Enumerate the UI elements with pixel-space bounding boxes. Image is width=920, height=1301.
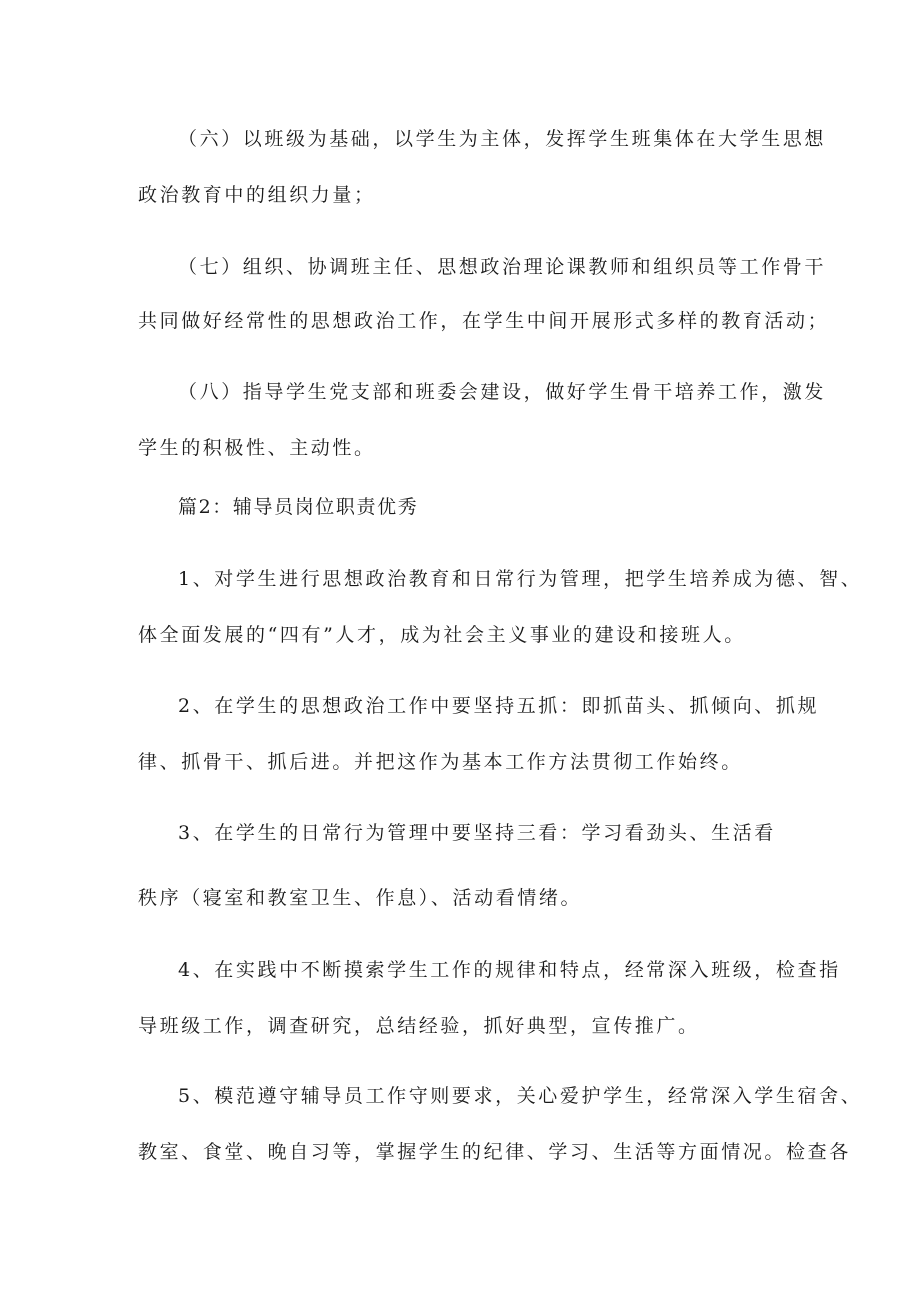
paragraph-7-line-2: 共同做好经常性的思想政治工作，在学生中间开展形式多样的教育活动； <box>138 310 830 332</box>
paragraph-8-line-1: （八）指导学生党支部和班委会建设，做好学生骨干培养工作，激发 <box>178 381 827 403</box>
paragraph-6-line-2: 政治教育中的组织力量； <box>138 184 376 206</box>
item-2-line-2: 律、抓骨干、抓后进。并把这作为基本工作方法贯彻工作始终。 <box>138 751 743 773</box>
item-3-line-2: 秩序（寝室和教室卫生、作息）、活动看情绪。 <box>138 887 583 909</box>
item-1-line-2: 体全面发展的“四有”人才，成为社会主义事业的建设和接班人。 <box>138 624 746 646</box>
section-heading: 篇2：辅导员岗位职责优秀 <box>178 496 419 518</box>
item-1-line-1: 1、对学生进行思想政治教育和日常行为管理，把学生培养成为德、智、 <box>178 568 863 590</box>
item-5-line-2: 教室、食堂、晚自习等，掌握学生的纪律、学习、生活等方面情况。检查各 <box>138 1141 851 1163</box>
item-4-line-2: 导班级工作，调查研究，总结经验，抓好典型，宣传推广。 <box>138 1015 700 1037</box>
item-2-line-1: 2、在学生的思想政治工作中要坚持五抓：即抓苗头、抓倾向、抓规 <box>178 695 820 717</box>
paragraph-7-line-1: （七）组织、协调班主任、思想政治理论课教师和组织员等工作骨干 <box>178 256 827 278</box>
item-4-line-1: 4、在实践中不断摸索学生工作的规律和特点，经常深入班级，检查指 <box>178 959 841 981</box>
paragraph-8-line-2: 学生的积极性、主动性。 <box>138 437 376 459</box>
item-3-line-1: 3、在学生的日常行为管理中要坚持三看：学习看劲头、生活看 <box>178 822 776 844</box>
paragraph-6-line-1: （六）以班级为基础，以学生为主体，发挥学生班集体在大学生思想 <box>178 128 827 150</box>
item-5-line-1: 5、模范遵守辅导员工作守则要求，关心爱护学生，经常深入学生宿舍、 <box>178 1085 863 1107</box>
